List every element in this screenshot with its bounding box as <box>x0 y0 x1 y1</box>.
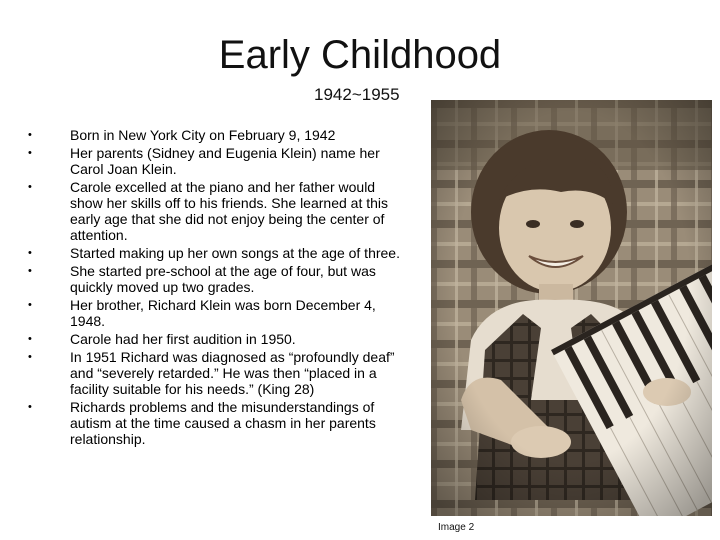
bullet-marker: • <box>28 265 32 277</box>
bullet-item <box>28 179 403 243</box>
bullet-marker: • <box>28 351 32 363</box>
bullet-text: In 1951 Richard was diagnosed as “profoundly deaf” and “severely retarded.” He was then “placed in a facility suitable for his needs.” (King 28) <box>70 349 395 397</box>
bullet-text: Her parents (Sidney and Eugenia Klein) name her Carol Joan Klein. <box>70 145 380 177</box>
bullet-item <box>28 297 403 329</box>
bullet-list <box>28 127 403 449</box>
bullet-marker: • <box>28 333 32 345</box>
bullet-text: Started making up her own songs at the age of three. <box>70 245 400 261</box>
bullet-text: Richards problems and the misunderstandings of autism at the time caused a chasm in her parents relationship. <box>70 399 376 447</box>
childhood-photo <box>431 100 712 516</box>
bullet-marker: • <box>28 147 32 159</box>
bullet-item <box>28 331 403 347</box>
bullet-item <box>28 399 403 447</box>
bullet-item <box>28 127 403 143</box>
bullet-text: Carole excelled at the piano and her father would show her skills off to his friends. She learned at this early age that she did not enjoy being the center of attention. <box>70 179 389 243</box>
bullet-item <box>28 245 403 261</box>
slide-subtitle: 1942~1955 <box>314 85 400 104</box>
image-caption: Image 2 <box>438 522 475 533</box>
bullet-marker: • <box>28 247 32 259</box>
slide-title: Early Childhood <box>218 33 502 77</box>
bullet-text: Born in New York City on February 9, 1942 <box>70 127 336 143</box>
bullet-text: Her brother, Richard Klein was born December 4, 1948. <box>70 297 376 329</box>
bullet-marker: • <box>28 299 32 311</box>
bullet-item <box>28 349 403 397</box>
bullet-marker: • <box>28 129 32 141</box>
bullet-text: Carole had her first audition in 1950. <box>70 331 296 347</box>
bullet-marker: • <box>28 181 32 193</box>
bullet-marker: • <box>28 401 32 413</box>
bullet-text: She started pre-school at the age of four, but was quickly moved up two grades. <box>70 263 376 295</box>
bullet-item <box>28 145 403 177</box>
bullet-item <box>28 263 403 295</box>
